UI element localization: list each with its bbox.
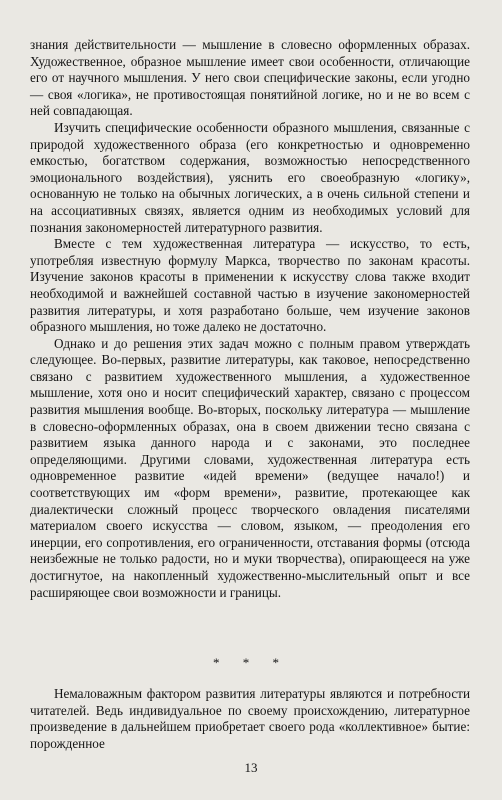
page-number: 13: [244, 760, 258, 775]
paragraph-1: знания действительности — мышление в словесно оформленных образах. Художественное, образное мышление имеет свои особенности, отличающие его от научного мышления. У него свои специфические законы, если угодно — своя «логика», не противостоящая понятийной логике, но и не во всем с ней совпадающая.: [30, 37, 470, 119]
paragraph-3: Вместе с тем художественная литература — искусство, то есть, употребляя известную формулу Маркса, творчество по законам красоты. Изучение законов красоты в применении к искусству слова также входит необходимой и важнейшей составной частью в изучение закономерностей развития литературы, и хотя разработано больше, чем изучение законов образного мышления, но тоже далеко не достаточно.: [30, 236, 470, 335]
section-separator: * * *: [213, 655, 289, 670]
paragraph-4: Однако и до решения этих задач можно с полным правом утверждать следующее. Во-первых, развитие литературы, как таковое, непосредственно связано с развитием художественного мышления, а художественное мышление, хотя оно и носит специфический характер, связано с процессом развития мышления вообще. Во-вторых, поскольку литература — мышление в словесно-оформленных образах, она в своем движении тесно связана с развитием языка данного народа и с законами, это последнее определяющими. Другими словами, художественная литература есть одновременное развитие «идей времени» (ведущее начало!) и соответствующих им «форм времени», развитие, протекающее как диалектически сложный процесс творческого овладения писателями материалом своего искусства — словом, языком, — преодоления его инерции, его сопротивления, его ограниченности, отставания формы (отсюда неизбежные не только радости, но и муки творчества), опирающееся на уже достигнутое, на накопленный художественно-мыслительный опыт и все расширяющее свои возможности и границы.: [30, 335, 470, 600]
main-text: [30, 37, 470, 601]
paragraph-2: Изучить специфические особенности образного мышления, связанные с природой художественного образа (его конкретностью и одновременно емкостью, богатством содержания, возможностью непосредственного эмоционального воздействия), уяснить его своеобразную «логику», основанную не только на обычных логических, а в очень сильной степени и на ассоциативных связях, является одним из необходимых условий для познания закономерностей литературного развития.: [30, 119, 470, 235]
paragraph-5: Немаловажным фактором развития литературы являются и потребности читателей. Ведь индивидуальное по своему происхождению, литературное произведение в дальнейшем приобретает своего рода «коллективное» бытие: порожденное: [30, 686, 470, 751]
next-section-text: [30, 686, 470, 752]
